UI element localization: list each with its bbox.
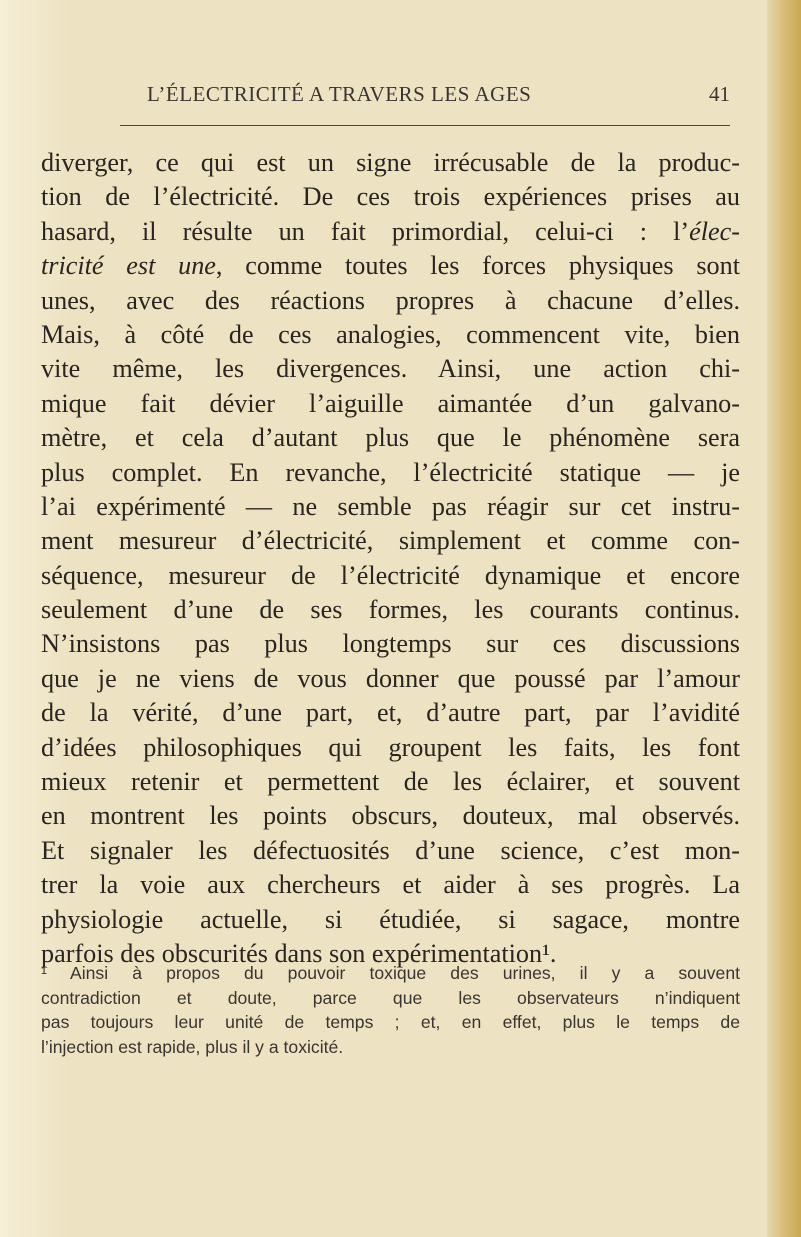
text-line-4-italic: tricité est une <box>41 251 216 281</box>
text-line-15: N’insistons pas plus longtemps sur ces discussions <box>41 629 740 659</box>
text-line-9: mètre, et cela d’autant plus que le phénomène sera <box>41 423 740 453</box>
text-line-22: trer la voie aux chercheurs et aider à ses progrès. La <box>41 870 740 900</box>
text-line-3-italic: élec- <box>689 216 740 246</box>
footnote-line-4: l’injection est rapide, plus il y a toxicité. <box>41 1037 344 1058</box>
text-line-17: de la vérité, d’une part, et, d’autre part, par l’avidité <box>41 698 740 728</box>
text-line-5: unes, avec des réactions propres à chacune d’elles. <box>41 285 740 315</box>
text-line-4-roman: , comme toutes les forces physiques sont <box>215 251 740 281</box>
text-line-2: tion de l’électricité. De ces trois expériences prises au <box>41 182 740 212</box>
text-line-20: en montrent les points obscurs, douteux, mal observés. <box>41 801 740 831</box>
text-line-13: séquence, mesureur de l’électricité dynamique et encore <box>41 560 740 590</box>
text-line-1: diverger, ce qui est un signe irrécusable de la produc- <box>41 148 740 177</box>
text-line-14: seulement d’une de ses formes, les courants continus. <box>41 595 740 625</box>
footnote-line-3: pas toujours leur unité de temps ; et, en effet, plus le temps de <box>41 1012 740 1033</box>
text-line-19: mieux retenir et permettent de les éclairer, et souvent <box>41 767 740 797</box>
footnote-line-1: ¹ Ainsi à propos du pouvoir toxique des urines, il y a souvent <box>41 963 740 983</box>
text-line-16: que je ne viens de vous donner que poussé par l’amour <box>41 663 740 693</box>
text-line-24: parfois des obscurités dans son expérimentation¹. <box>41 938 557 968</box>
text-line-10: plus complet. En revanche, l’électricité statique — je <box>41 457 740 487</box>
text-line-11: l’ai expérimenté — ne semble pas réagir sur cet instru- <box>41 491 740 521</box>
text-line-18: d’idées philosophiques qui groupent les faits, les font <box>41 732 740 762</box>
text-line-12: ment mesureur d’électricité, simplement et comme con- <box>41 526 740 556</box>
text-line-6: Mais, à côté de ces analogies, commencent vite, bien <box>41 319 740 349</box>
page-edge-right <box>767 0 801 1237</box>
text-line-3-roman: hasard, il résulte un fait primordial, celui-ci : l’ <box>41 216 690 246</box>
body-paragraph <box>41 146 740 971</box>
header-title: L’ÉLECTRICITÉ A TRAVERS LES AGES <box>147 82 532 106</box>
footnote <box>41 961 740 1060</box>
text-line-21: Et signaler les défectuosités d’une science, c’est mon- <box>41 835 740 865</box>
text-line-7: vite même, les divergences. Ainsi, une action chi- <box>41 354 740 384</box>
footnote-line-2: contradiction et doute, parce que les observateurs n’indiquent <box>41 987 740 1008</box>
text-line-3 <box>41 215 740 249</box>
text-line-4 <box>41 249 740 283</box>
header-rule <box>120 125 730 126</box>
page-number: 41 <box>709 82 730 106</box>
text-line-8: mique fait dévier l’aiguille aimantée d’un galvano- <box>41 388 740 418</box>
text-line-23: physiologie actuelle, si étudiée, si sagace, montre <box>41 904 740 934</box>
running-header <box>120 82 730 112</box>
